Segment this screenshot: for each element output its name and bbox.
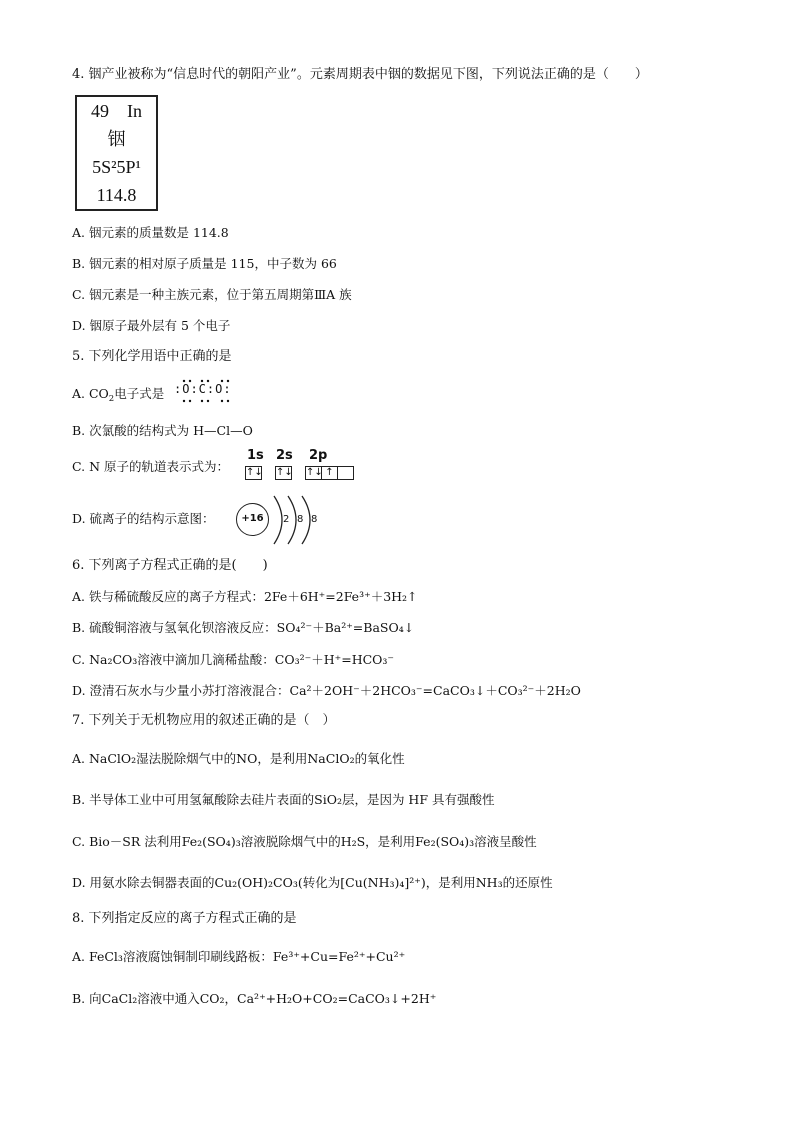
question-4-option-d: D. 铟原子最外层有 5 个电子 [72,318,231,333]
orbital-label-2s: 2s [276,448,293,463]
question-7-option-a: A. NaClO₂湿法脱除烟气中的NO，是利用NaClO₂的氧化性 [72,751,405,766]
question-8-stem: 8. 下列指定反应的离子方程式正确的是 [72,911,297,926]
orbital-box-2p-1: ↑↓ [306,467,323,478]
element-card-name: 铟 [107,129,126,149]
question-7-option-d: D. 用氨水除去铜器表面的Cu₂(OH)₂CO₃(转化为[Cu(NH₃)₄]²⁺)，是利用NH₃的还原性 [72,875,553,890]
option-a-prefix: A. CO [72,386,109,401]
indium-element-card [75,95,158,211]
lewis-dots-top [178,378,238,384]
question-6-option-d: D. 澄清石灰水与少量小苏打溶液混合：Ca²＋2OH⁻＋2HCO₃⁻=CaCO₃↓＋CO₃²⁻＋2H₂O [72,683,581,698]
element-card-number-symbol: 49 In [91,101,142,121]
question-4-option-b: B. 铟元素的相对原子质量是 115，中子数为 66 [72,256,337,271]
question-8-option-a: A. FeCl₃溶液腐蚀铜制印刷线路板：Fe³⁺+Cu=Fe²⁺+Cu²⁺ [72,949,406,964]
lewis-dots-bottom [178,398,238,404]
question-4-option-a: A. 铟元素的质量数是 114.8 [72,225,229,240]
question-5-option-c: C. N 原子的轨道表示式为： [72,459,229,474]
shell-3-electrons: 8 [311,514,318,525]
orbital-box-2p-3 [337,466,354,480]
question-4-option-c: C. 铟元素是一种主族元素，位于第五周期第ⅢA 族 [72,287,352,302]
option-a-suffix: 电子式是 [114,386,165,401]
orbital-box-2s: ↑↓ [276,467,293,478]
question-5-option-d: D. 硫离子的结构示意图： [72,511,215,526]
option-a-subscript: 2 [108,394,115,404]
orbital-label-2p: 2p [309,448,328,463]
sulfide-nucleus: +16 [236,503,269,536]
question-6-option-a: A. 铁与稀硫酸反应的离子方程式：2Fe＋6H⁺=2Fe³⁺＋3H₂↑ [72,589,418,604]
question-8-option-b: B. 向CaCl₂溶液中通入CO₂，Ca²⁺+H₂O+CO₂=CaCO₃↓+2H⁺ [72,991,437,1006]
orbital-box-1s: ↑↓ [246,467,263,478]
shell-2-electrons: 8 [297,514,304,525]
question-5-option-b: B. 次氯酸的结构式为 H—Cl—O [72,423,253,438]
question-6-stem: 6. 下列离子方程式正确的是( ) [72,558,268,573]
question-5-option-a [72,385,164,403]
element-card-configuration: 5S²5P¹ [92,157,141,177]
orbital-label-1s: 1s [247,448,264,463]
question-7-option-b: B. 半导体工业中可用氢氟酸除去硅片表面的SiO₂层，是因为 HF 具有强酸性 [72,792,495,807]
element-card-mass: 114.8 [96,185,137,205]
shell-1-electrons: 2 [283,514,290,525]
question-6-option-c: C. Na₂CO₃溶液中滴加几滴稀盐酸：CO₃²⁻＋H⁺=HCO₃⁻ [72,652,395,667]
question-7-option-c: C. Bio－SR 法利用Fe₂(SO₄)₃溶液脱除烟气中的H₂S，是利用Fe₂(SO₄)₃溶液呈酸性 [72,834,537,849]
question-7-stem: 7. 下列关于无机物应用的叙述正确的是（ ） [72,713,336,728]
question-5-stem: 5. 下列化学用语中正确的是 [72,349,232,364]
question-6-option-b: B. 硫酸铜溶液与氢氧化钡溶液反应：SO₄²⁻＋Ba²⁺=BaSO₄↓ [72,620,415,635]
co2-lewis-structure: :O:C:O: [174,382,232,396]
orbital-box-2p-2: ↑ [321,466,338,480]
question-4-stem: 4. 铟产业被称为“信息时代的朝阳产业”。元素周期表中铟的数据见下图，下列说法正确的是（ ） [72,67,648,82]
